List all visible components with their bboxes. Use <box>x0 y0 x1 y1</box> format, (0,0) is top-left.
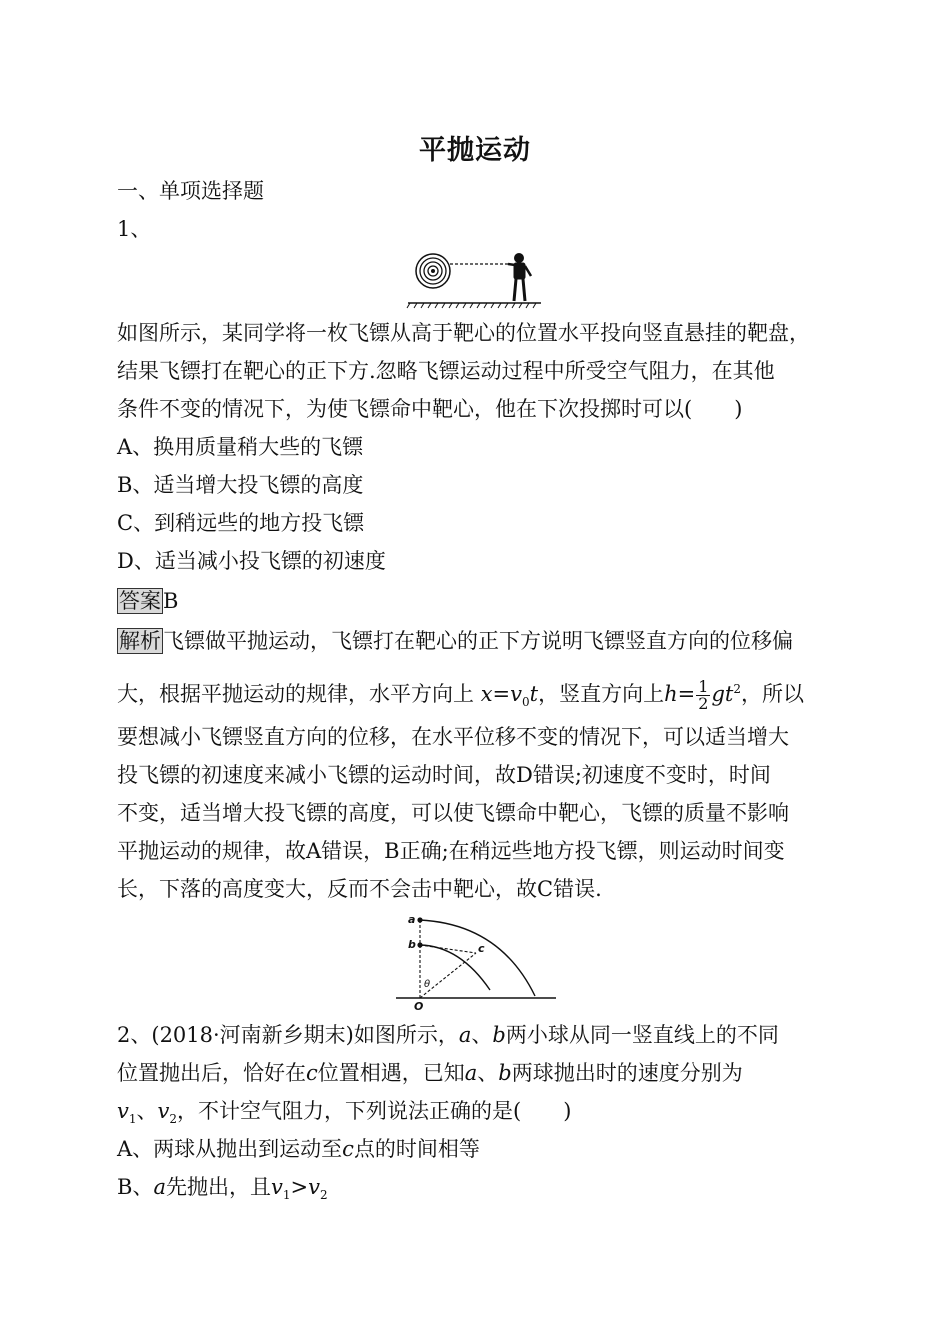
q1-analysis-line-3: 要想减小飞镖竖直方向的位移，在水平位移不变的情况下，可以适当增大 <box>117 725 789 749</box>
point-b <box>417 942 422 947</box>
label-c: c <box>478 942 485 955</box>
dart-target-figure <box>405 246 545 310</box>
q1-stem-line-1: 如图所示，某同学将一枚飞镖从高于靶心的位置水平投向竖直悬挂的靶盘， <box>117 321 810 345</box>
q1-answer-row <box>117 586 178 616</box>
point-a <box>417 917 422 922</box>
q1-stem-line-2: 结果飞镖打在靶心的正下方.忽略飞镖运动过程中所受空气阻力，在其他 <box>117 359 775 383</box>
var-v: v <box>510 682 523 706</box>
fraction-half <box>696 679 710 712</box>
var-v2-2: v <box>308 1175 320 1199</box>
q1-analysis-line-5: 不变，适当增大投飞镖的高度，可以使飞镖命中靶心，飞镖的质量不影响 <box>117 801 789 825</box>
fraction-numerator: 1 <box>698 677 709 696</box>
thrower-person <box>508 254 531 302</box>
q1-analysis-line-4: 投飞镖的初速度来减小飞镖的运动时间，故D错误;初速度不变时，时间 <box>117 763 771 787</box>
var-t: t <box>529 682 539 706</box>
superscript-2: 2 <box>733 682 741 696</box>
analysis-label: 解析 <box>119 629 161 653</box>
var-a-3: a <box>153 1175 166 1199</box>
projectile-figure <box>390 910 560 1012</box>
separator-3: 、 <box>136 1099 158 1123</box>
q2-text-1a: (2018·河南新乡期末)如图所示， <box>151 1023 459 1047</box>
q1-option-b: B、适当增大投飞镖的高度 <box>117 473 364 497</box>
q1-analysis-line-1 <box>117 626 793 656</box>
label-o: O <box>414 1000 424 1012</box>
separator-2: 、 <box>477 1061 499 1085</box>
q2-option-a-text-1: A、两球从抛出到运动至 <box>117 1137 343 1161</box>
analysis-text-2b: ，竖直方向上 <box>538 682 665 706</box>
var-b-2: b <box>498 1061 512 1085</box>
q2-text-3: ，不计空气阻力，下列说法正确的是( ) <box>177 1099 572 1123</box>
label-b: b <box>408 938 416 951</box>
q2-line-1 <box>117 1020 779 1050</box>
equals-sign: = <box>492 682 511 706</box>
subscript-2-2: 2 <box>319 1188 328 1203</box>
var-c: c <box>306 1061 318 1085</box>
q2-option-a <box>117 1134 480 1164</box>
q2-text-2d: 两球抛出时的速度分别为 <box>511 1061 743 1085</box>
equals-sign-2: = <box>677 682 696 706</box>
label-theta: θ <box>424 979 431 990</box>
q1-option-c: C、到稍远些的地方投飞镖 <box>117 511 365 535</box>
var-h: h <box>664 682 678 706</box>
q1-analysis-line-6: 平抛运动的规律，故A错误，B正确;在稍远些地方投飞镖，则运动时间变 <box>117 839 785 863</box>
fraction-denominator: 2 <box>698 694 709 713</box>
q2-option-b-prefix: B、 <box>117 1175 154 1199</box>
q1-option-d: D、适当减小投飞镖的初速度 <box>117 549 386 573</box>
q2-text-2b: 位置相遇，已知 <box>317 1061 465 1085</box>
answer-value: B <box>163 589 179 613</box>
var-gt: gt <box>711 682 734 706</box>
section-heading: 一、单项选择题 <box>117 179 264 203</box>
dartboard <box>416 254 450 288</box>
var-v1: v <box>117 1099 129 1123</box>
analysis-text-2a: 大，根据平抛运动的规律，水平方向上 <box>117 682 474 706</box>
var-v2: v <box>157 1099 170 1123</box>
subscript-2: 2 <box>169 1112 178 1127</box>
greater-than: > <box>290 1175 309 1199</box>
q1-analysis-line-2 <box>117 674 804 717</box>
question-1-number: 1、 <box>117 217 152 241</box>
question-2-number: 2、 <box>117 1023 152 1047</box>
q2-line-3 <box>117 1096 571 1134</box>
q2-option-b <box>117 1172 328 1210</box>
separator: 、 <box>471 1023 493 1047</box>
var-a-2: a <box>464 1061 478 1085</box>
q2-option-a-text-2: 点的时间相等 <box>353 1137 480 1161</box>
q2-text-1b: 两小球从同一竖直线上的不同 <box>505 1023 779 1047</box>
var-x: x <box>480 682 493 706</box>
analysis-text-2c: ，所以 <box>740 682 804 706</box>
var-a: a <box>458 1023 472 1047</box>
q1-analysis-line-7: 长，下落的高度变大，反而不会击中靶心，故C错误. <box>117 877 602 901</box>
subscript-1: 1 <box>128 1112 137 1127</box>
q2-line-2 <box>117 1058 743 1088</box>
analysis-text-1: 飞镖做平抛运动，飞镖打在靶心的正下方说明飞镖竖直方向的位移偏 <box>163 629 793 653</box>
label-a: a <box>408 913 416 926</box>
subscript-1-2: 1 <box>282 1188 291 1203</box>
answer-label: 答案 <box>119 589 161 613</box>
q2-text-2a: 位置抛出后，恰好在 <box>117 1061 306 1085</box>
page-title: 平抛运动 <box>419 135 531 166</box>
q1-stem-line-3: 条件不变的情况下，为使飞镖命中靶心，他在下次投掷时可以( ) <box>117 397 743 421</box>
q1-option-a: A、换用质量稍大些的飞镖 <box>117 435 364 459</box>
var-c-2: c <box>342 1137 354 1161</box>
ground-line <box>407 303 541 308</box>
dashed-line-o-to-c <box>420 953 476 998</box>
subscript-0: 0 <box>522 695 530 710</box>
q2-option-b-text: 先抛出，且 <box>165 1175 271 1199</box>
var-b: b <box>492 1023 506 1047</box>
var-v1-2: v <box>270 1175 283 1199</box>
